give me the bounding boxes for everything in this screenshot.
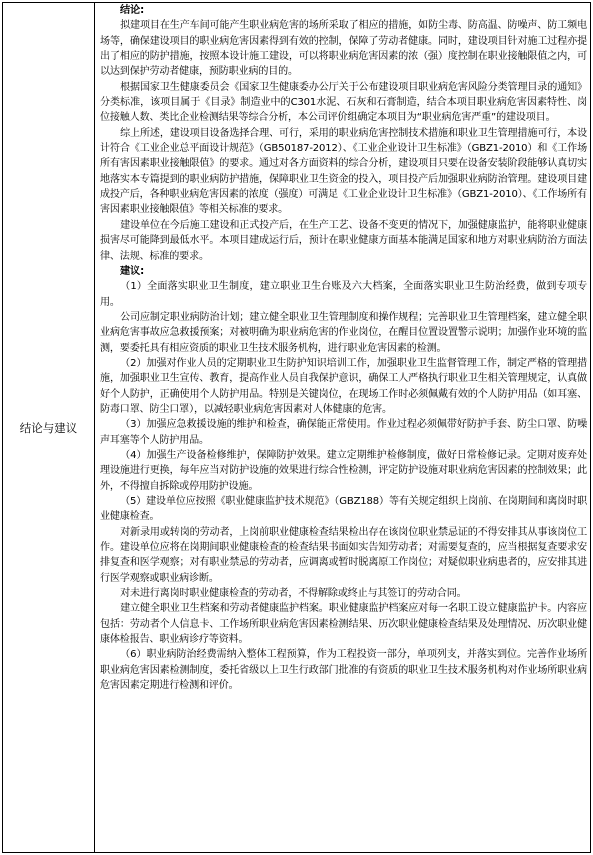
conclusion-paragraph: 建设单位在今后施工建设和正式投产后，在生产工艺、设备不变更的情况下，加强健康监护，能将职业健康损害尽可能降到最低水平。本项目建成运行后，预计在职业健康方面基本能满足国家和地方对职业病防治方面法律、法规、标准的要求。 (100, 219, 587, 262)
content-cell (95, 3, 590, 852)
conclusion-paragraph: 拟建项目在生产车间可能产生职业病危害的场所采取了相应的措施，如防尘毒、防高温、防噪声、防工频电场等，确保建设项目的职业病危害因素得到有效的控制，保障了劳动者健康。同时，建设项目针对施工过程亦提出了相应的防护措施，按照本设计施工建设，可以将职业病危害因素的浓（强）度控制在职业接触限值之内，可以达到保护劳动者健康，预防职业病的目的。 (100, 20, 587, 78)
suggestion-paragraph: （2）加强对作业人员的定期职业卫生防护知识培训工作，加强职业卫生监督管理工作，制定严格的管理措施，加强职业卫生宣传、教育，提高作业人员自我保护意识，确保工人严格执行职业卫生相关管理规定，认真做好个人防护，正确使用个人防护用品。特别是关键岗位，在现场工作时必须佩戴有效的个人防护用品（如耳塞、防毒口罩、防尘口罩），以减轻职业病危害因素对人体健康的危害。 (100, 357, 587, 415)
suggestion-paragraph: 对新录用或转岗的劳动者，上岗前职业健康检查结果检出存在该岗位职业禁忌证的不得安排其从事该岗位工作。建设单位应将在岗期间职业健康检查的检查结果书面如实告知劳动者；对需要复查的，应当根据复查要求安排复查和医学观察；对有职业禁忌的劳动者，应调离或暂时脱离原工作岗位；对疑似职业病患者的，应安排其进行医学观察或职业病诊断。 (100, 526, 587, 584)
row-label: 结论与建议 (19, 420, 78, 435)
conclusion-table (2, 2, 591, 853)
row-label-cell (3, 3, 95, 852)
suggestion-paragraph: （3）加强应急救援设施的维护和检查，确保能正常使用。作业过程必须佩带好防护手套、防尘口罩、防噪声耳塞等个人防护用品。 (100, 419, 587, 446)
suggestion-paragraph: （1）全面落实职业卫生制度，建立职业卫生台账及六大档案，全面落实职业卫生防治经费，做到专项专用。 (100, 281, 587, 308)
conclusion-heading: 结论: (120, 5, 144, 16)
suggestion-heading: 建议: (120, 265, 144, 277)
suggestion-paragraph: （4）加强生产设备检修维护，保障防护效果。建立定期维护检修制度，做好日常检修记录。定期对废弃处理设施进行更换，每年应当对防护设施的效果进行综合性检测，评定防护设施对职业病危害因素的控制效果；此外，不得擅自拆除或停用防护设施。 (100, 449, 587, 492)
conclusion-paragraph: 根据国家卫生健康委员会《国家卫生健康委办公厅关于公布建设项目职业病危害风险分类管理目录的通知》分类标准，该项目属于《目录》制造业中的C301水泥、石灰和石膏制造，结合本项目职业病危害因素特性、岗位接触人数、类比企业检测结果等综合分析，本公司评价组确定本项目为“职业病危害严重”的建设项目。 (100, 81, 587, 124)
conclusion-paragraph: 综上所述，建设项目设备选择合理、可行，采用的职业病危害控制技术措施和职业卫生管理措施可行，本设计符合《工业企业总平面设计规范》（GB50187-2012）、《工业企业设计卫生标准》（GBZ1-2010）和《工作场所有害因素职业接触限值》的要求。通过对各方面资料的综合分析，建设项目只要在设备安装阶段能够认真切实地落实本专篇提到的职业病防护措施，保障职业卫生资金的投入，项目投产后加强职业病防治管理。建设项目建成投产后，各种职业病危害因素的浓度（强度）可满足《工业企业设计卫生标准》（GBZ1-2010）、《工作场所有害因素职业接触限值》等相关标准的要求。 (100, 127, 587, 216)
suggestion-paragraph: （5）建设单位应按照《职业健康监护技术规范》（GBZ188）等有关规定组织上岗前、在岗期间和离岗时职业健康检查。 (100, 496, 587, 523)
suggestion-paragraph: 公司应制定职业病防治计划；建立健全职业卫生管理制度和操作规程；完善职业卫生管理档案，建立健全职业病危害事故应急救援预案；对被明确为职业病危害的作业岗位，在醒目位置设置警示说明；加强作业环境的监测，要委托具有相应资质的职业卫生技术服务机构，进行职业危害因素的检测。 (100, 311, 587, 354)
suggestion-paragraph: （6）职业病防治经费需纳入整体工程预算，作为工程投资一部分，单项列支，并落实到位。完善作业场所职业病危害因素检测制度，委托省级以上卫生行政部门批准的有资质的职业卫生技术服务机构对作业场所职业病危害因素定期进行检测和评价。 (100, 649, 587, 692)
suggestion-paragraph: 对未进行离岗时职业健康检查的劳动者，不得解除或终止与其签订的劳动合同。 (120, 588, 467, 600)
suggestion-paragraph: 建立健全职业卫生档案和劳动者健康监护档案。职业健康监护档案应对每一名职工设立健康监护卡。内容应包括：劳动者个人信息卡、工作场所职业病危害因素检测结果、历次职业健康检查结果及处理情况、历次职业健康体检报告、职业病诊疗等资料。 (100, 603, 587, 646)
